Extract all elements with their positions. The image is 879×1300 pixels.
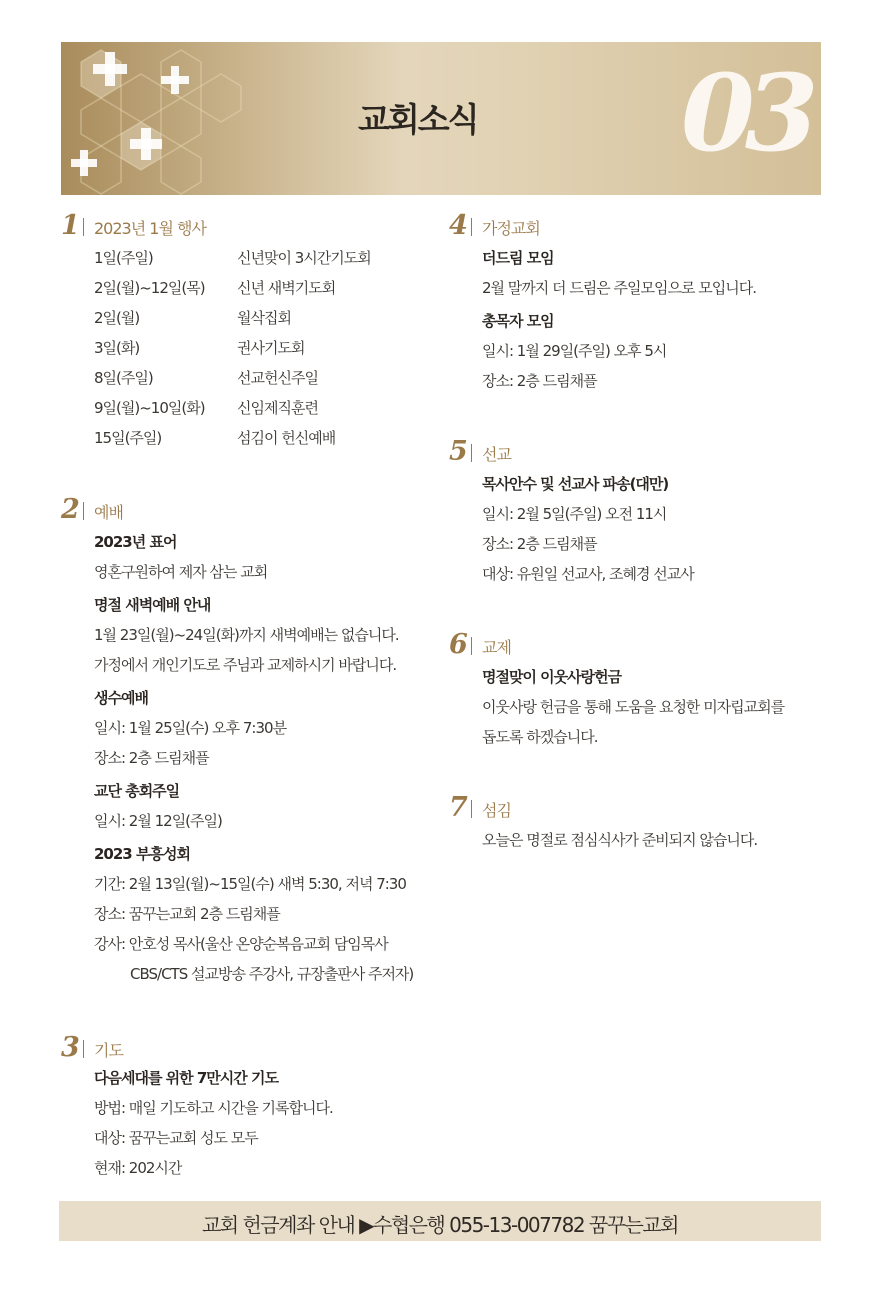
event-name: 선교헌신주일 [237, 369, 318, 387]
text-line: 영혼구원하여 제자 삼는 교회 [94, 563, 268, 581]
subheading: 생수예배 [94, 689, 148, 707]
event-date: 8일(주일) [94, 369, 153, 387]
section-number: 2 [61, 494, 80, 525]
subheading: 다음세대를 위한 7만시간 기도 [94, 1069, 278, 1087]
text-line: 대상: 꿈꾸는교회 성도 모두 [94, 1129, 258, 1147]
text-line: 돕도록 하겠습니다. [482, 728, 598, 746]
subheading: 명절 새벽예배 안내 [94, 596, 211, 614]
section-title: 예배 [94, 503, 123, 522]
text-line: 일시: 1월 29일(주일) 오후 5시 [482, 342, 667, 360]
event-date: 2일(월)~12일(목) [94, 279, 205, 297]
section-title: 교제 [482, 638, 511, 657]
section-number: 6 [449, 629, 468, 660]
subheading: 교단 총회주일 [94, 782, 180, 800]
page-number: 03 [681, 50, 809, 175]
subheading: 2023 부흥성회 [94, 845, 190, 863]
event-date: 3일(화) [94, 339, 140, 357]
subheading: 2023년 표어 [94, 533, 177, 551]
text-line: 이웃사랑 헌금을 통해 도움을 요청한 미자립교회를 [482, 698, 785, 716]
text-line: 장소: 2층 드림채플 [94, 749, 209, 767]
section-title: 선교 [482, 445, 511, 464]
text-line: CBS/CTS 설교방송 주강사, 규장출판사 주저자) [130, 965, 414, 983]
section-title: 섬김 [482, 801, 511, 820]
event-date: 15일(주일) [94, 429, 162, 447]
text-line: 일시: 1월 25일(수) 오후 7:30분 [94, 719, 287, 737]
event-date: 2일(월) [94, 309, 140, 327]
event-name: 권사기도회 [237, 339, 305, 357]
text-line: 오늘은 명절로 점심식사가 준비되지 않습니다. [482, 831, 758, 849]
section-title: 기도 [94, 1041, 123, 1060]
section-number: 5 [449, 436, 468, 467]
section-number: 3 [61, 1032, 80, 1063]
event-name: 신임제직훈련 [237, 399, 318, 417]
page-title: 교회소식 [358, 100, 478, 139]
section-number: 7 [449, 792, 468, 823]
text-line: 장소: 2층 드림채플 [482, 372, 597, 390]
text-line: 2월 말까지 더 드림은 주일모임으로 모입니다. [482, 279, 756, 297]
offering-account-text: 교회 헌금계좌 안내 ▶수협은행 055-13-007782 꿈꾸는교회 [201, 1213, 678, 1237]
divider [471, 800, 472, 818]
event-name: 월삭집회 [237, 309, 291, 327]
text-line: 대상: 유원일 선교사, 조혜경 선교사 [482, 565, 694, 583]
divider [83, 502, 84, 520]
section-title: 2023년 1월 행사 [94, 219, 206, 238]
subheading: 명절맞이 이웃사랑헌금 [482, 668, 622, 686]
event-name: 신년맞이 3시간기도회 [237, 249, 371, 267]
offering-account-footer [59, 1201, 821, 1241]
subheading: 목사안수 및 선교사 파송(대만) [482, 475, 669, 493]
event-date: 9일(월)~10일(화) [94, 399, 205, 417]
text-line: 기간: 2월 13일(월)~15일(수) 새벽 5:30, 저녁 7:30 [94, 875, 406, 893]
divider [471, 444, 472, 462]
text-line: 현재: 202시간 [94, 1159, 182, 1177]
event-name: 섬김이 헌신예배 [237, 429, 336, 447]
text-line: 일시: 2월 12일(주일) [94, 812, 222, 830]
divider [83, 218, 84, 236]
text-line: 일시: 2월 5일(주일) 오전 11시 [482, 505, 667, 523]
text-line: 방법: 매일 기도하고 시간을 기록합니다. [94, 1099, 333, 1117]
subheading: 더드림 모임 [482, 249, 554, 267]
text-line: 장소: 2층 드림채플 [482, 535, 597, 553]
text-line: 장소: 꿈꾸는교회 2층 드림채플 [94, 905, 280, 923]
event-name: 신년 새벽기도회 [237, 279, 336, 297]
section-number: 1 [61, 210, 80, 241]
text-line: 강사: 안호성 목사(울산 온양순복음교회 담임목사 [94, 935, 388, 953]
divider [83, 1040, 84, 1058]
event-date: 1일(주일) [94, 249, 153, 267]
text-line: 가정에서 개인기도로 주님과 교제하시기 바랍니다. [94, 656, 397, 674]
section-title: 가정교회 [482, 219, 540, 238]
divider [471, 637, 472, 655]
divider [471, 218, 472, 236]
header-banner [61, 42, 821, 195]
section-number: 4 [449, 210, 468, 241]
subheading: 총목자 모임 [482, 312, 554, 330]
text-line: 1월 23일(월)~24일(화)까지 새벽예배는 없습니다. [94, 626, 399, 644]
